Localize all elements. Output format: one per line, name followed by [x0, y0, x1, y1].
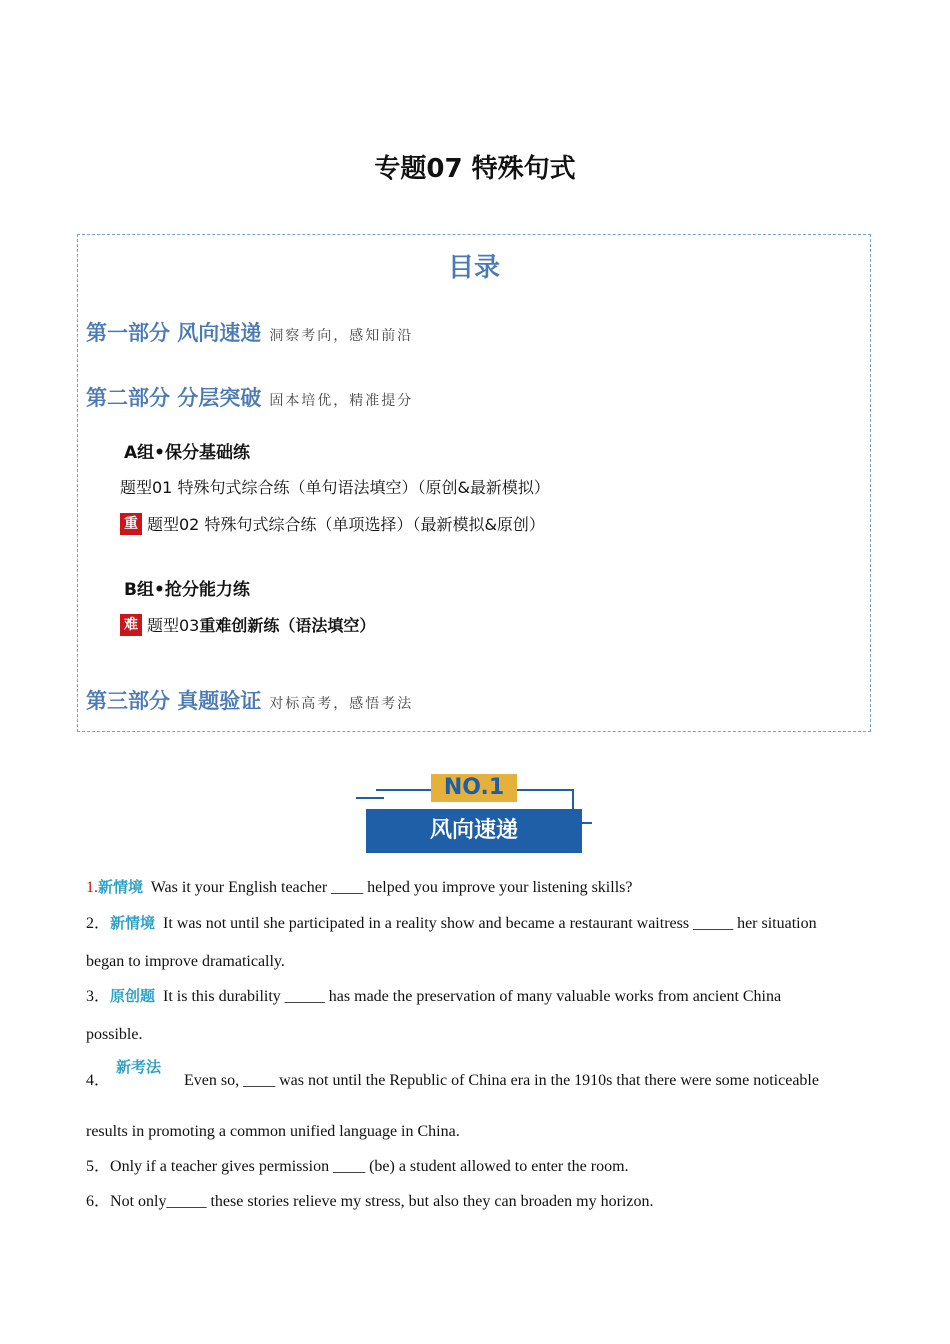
part-desc: 固本培优，精准提分: [269, 393, 414, 409]
part-desc: 对标高考，感悟考法: [269, 696, 414, 712]
part-desc: 洞察考向，感知前沿: [269, 328, 414, 344]
question-2: [86, 904, 866, 981]
page-title: 专题07 特殊句式: [374, 154, 576, 184]
toc-heading: 目录: [447, 253, 500, 283]
section-title: 风向速递: [366, 809, 582, 853]
question-text-continued: results in promoting a common unified language in China.: [86, 1123, 460, 1140]
group-b-label: B组•抢分能力练: [124, 580, 250, 600]
question-text: It was not until she participated in a reality show and became a restaurant waitress _____ her situation: [163, 915, 817, 932]
question-text: Only if a teacher gives permission ____ (be) a student allowed to enter the room.: [110, 1158, 629, 1175]
question-text-continued: possible.: [86, 1026, 143, 1043]
question-3: [86, 977, 866, 1054]
part-title: 第三部分 真题验证: [86, 689, 262, 713]
question-text: Even so, ____ was not until the Republic of China era in the 1910s that there were some noticeable: [184, 1072, 819, 1089]
difficult-tag-icon: 难: [120, 614, 142, 636]
question-5: [86, 1148, 866, 1186]
toc-item-1[interactable]: [120, 475, 550, 498]
banner-frame-line: [356, 797, 384, 799]
important-tag-icon: 重: [120, 513, 142, 535]
new-context-badge-icon: 新情境: [98, 868, 143, 906]
question-text-continued: began to improve dramatically.: [86, 953, 285, 970]
group-a-label: A组•保分基础练: [124, 443, 251, 463]
toc-item-2[interactable]: [120, 512, 545, 535]
question-number: 1.: [86, 879, 98, 896]
part-title: 第一部分 风向速递: [86, 321, 262, 345]
question-number: 2．: [86, 915, 111, 932]
question-number: 4．: [86, 1072, 111, 1089]
table-of-contents: [77, 234, 871, 732]
toc-part-3[interactable]: [86, 685, 413, 715]
question-text: It is this durability _____ has made the preservation of many valuable works from ancient China: [163, 988, 782, 1005]
question-number: 5．: [86, 1158, 111, 1175]
question-number: 3．: [86, 988, 111, 1005]
question-4: [86, 1062, 866, 1100]
item-label: 题型03: [147, 616, 200, 635]
section-number: NO.1: [431, 774, 517, 802]
question-text: Not only_____ these stories relieve my stress, but also they can broaden my horizon.: [110, 1193, 654, 1210]
original-question-badge-icon: 原创题: [110, 977, 155, 1015]
question-4-continued: [86, 1113, 866, 1151]
question-6: [86, 1183, 866, 1221]
toc-part-1[interactable]: [86, 317, 413, 347]
new-method-badge-icon: 新考法: [116, 1058, 162, 1076]
item-label: 题型01 特殊句式综合练（单句语法填空）（原创&最新模拟）: [120, 478, 550, 497]
part-title: 第二部分 分层突破: [86, 386, 262, 410]
question-1: [86, 868, 866, 907]
section-banner: [356, 772, 596, 856]
question-number: 6．: [86, 1193, 111, 1210]
toc-part-2[interactable]: [86, 382, 413, 412]
item-label: 题型02 特殊句式综合练（单项选择）（最新模拟&原创）: [147, 515, 545, 534]
new-context-badge-icon: 新情境: [110, 904, 155, 942]
question-text: Was it your English teacher ____ helped you improve your listening skills?: [150, 879, 633, 896]
toc-item-3[interactable]: [120, 613, 375, 636]
item-label-bold: 重难创新练（语法填空）: [199, 616, 376, 635]
